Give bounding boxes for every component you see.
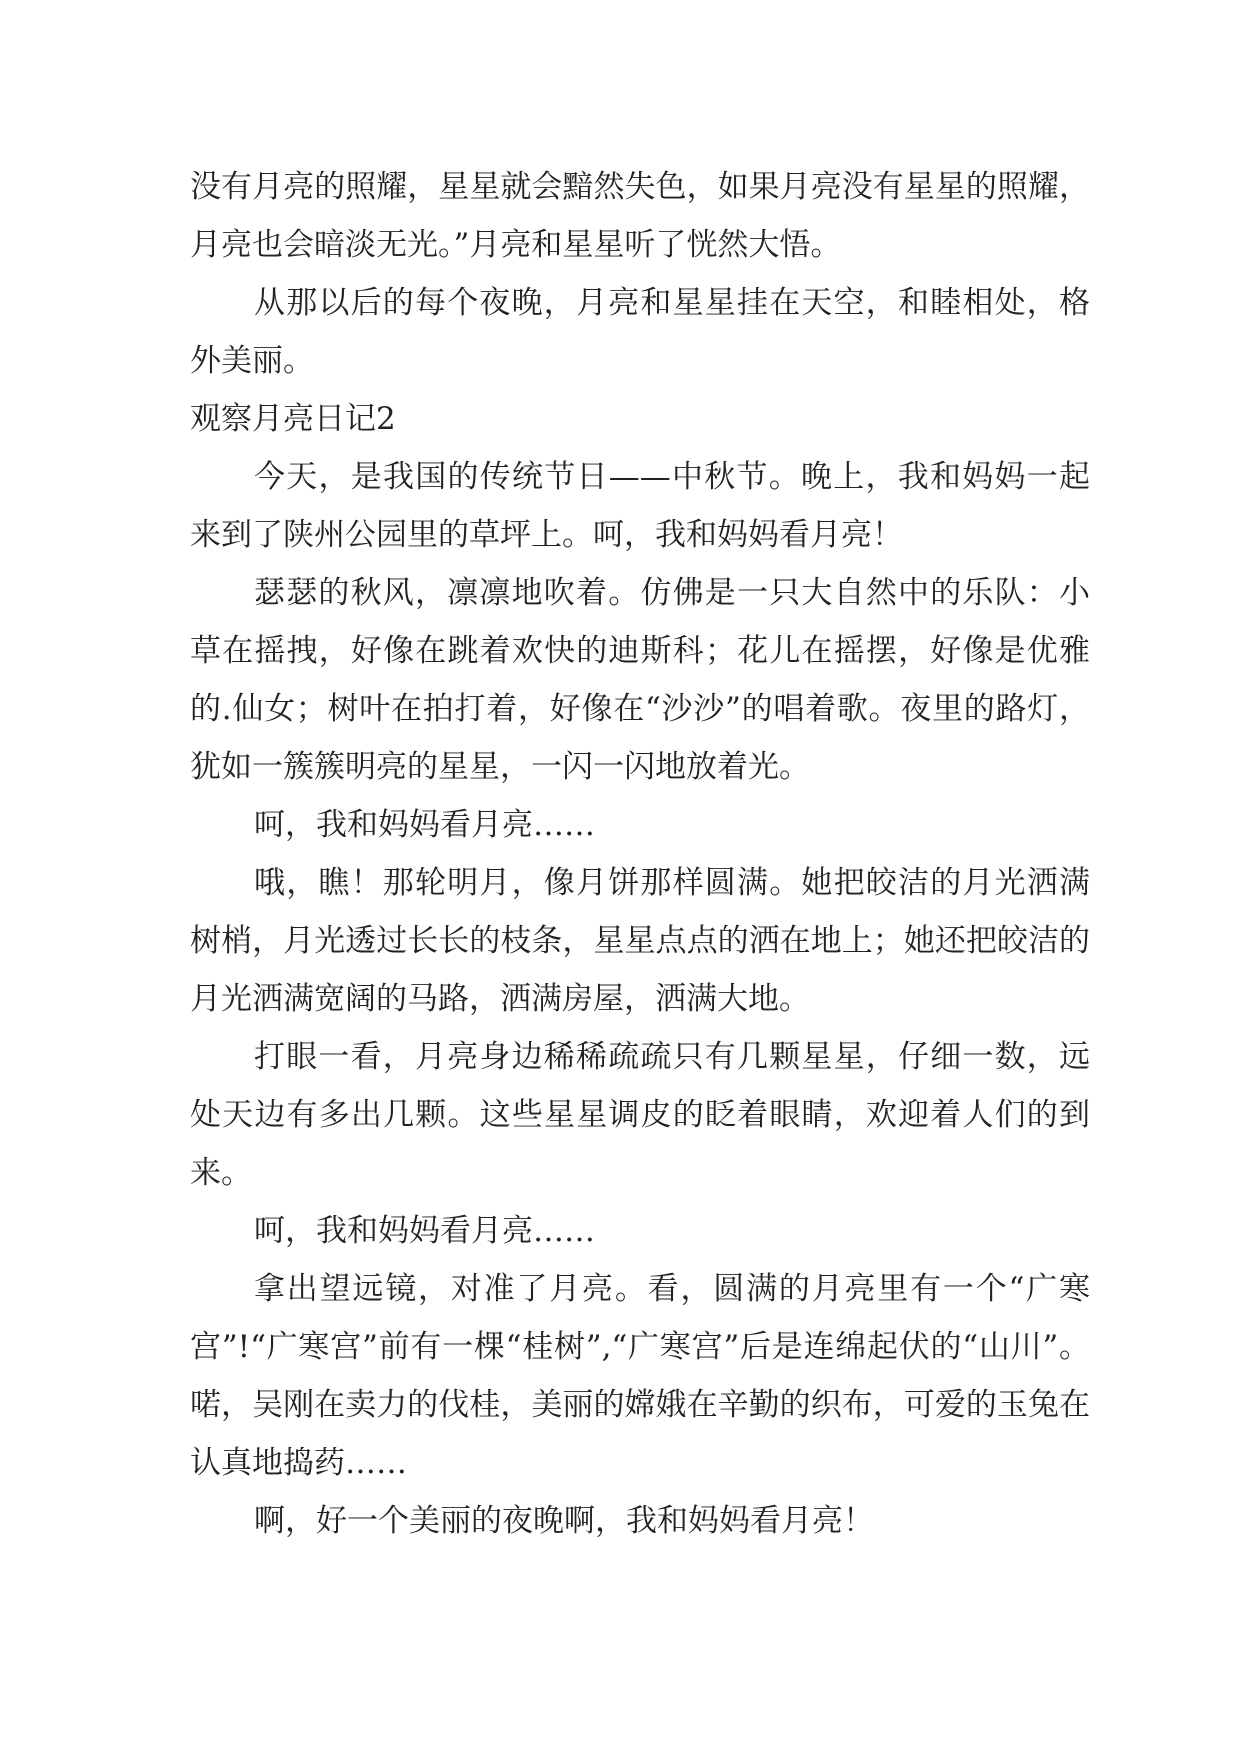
paragraph: 今天，是我国的传统节日——中秋节。晚上，我和妈妈一起来到了陕州公园里的草坪上。呵，我和妈妈看月亮！: [190, 459, 1090, 553]
paragraph: 呵，我和妈妈看月亮……: [254, 1213, 595, 1249]
paragraph: 从那以后的每个夜晚，月亮和星星挂在天空，和睦相处，格外美丽。: [190, 285, 1090, 379]
paragraph: 哦，瞧！那轮明月，像月饼那样圆满。她把皎洁的月光洒满树梢，月光透过长长的枝条，星星点点的洒在地上；她还把皎洁的月光洒满宽阔的马路，洒满房屋，洒满大地。: [190, 865, 1090, 1017]
paragraph-continuation: 没有月亮的照耀，星星就会黯然失色，如果月亮没有星星的照耀，月亮也会暗淡无光。”月亮和星星听了恍然大悟。: [190, 169, 1090, 263]
paragraph: 啊，好一个美丽的夜晚啊，我和妈妈看月亮！: [254, 1503, 874, 1539]
paragraph: 呵，我和妈妈看月亮……: [254, 807, 595, 843]
document-body: [190, 158, 1090, 1550]
section-heading: 观察月亮日记2: [190, 401, 396, 437]
paragraph: 拿出望远镜，对准了月亮。看，圆满的月亮里有一个“广寒宫”!“广寒宫”前有一棵“桂树”,“广寒宫”后是连绵起伏的“山川”。喏，吴刚在卖力的伐桂，美丽的嫦娥在辛勤的织布，可爱的玉兔在认真地捣药……: [190, 1271, 1090, 1481]
paragraph: 瑟瑟的秋风，凛凛地吹着。仿佛是一只大自然中的乐队：小草在摇拽，好像在跳着欢快的迪斯科；花儿在摇摆，好像是优雅的.仙女；树叶在拍打着，好像在“沙沙”的唱着歌。夜里的路灯，犹如一簇簇明亮的星星，一闪一闪地放着光。: [190, 575, 1090, 785]
paragraph: 打眼一看，月亮身边稀稀疏疏只有几颗星星，仔细一数，远处天边有多出几颗。这些星星调皮的眨着眼睛，欢迎着人们的到来。: [190, 1039, 1090, 1191]
